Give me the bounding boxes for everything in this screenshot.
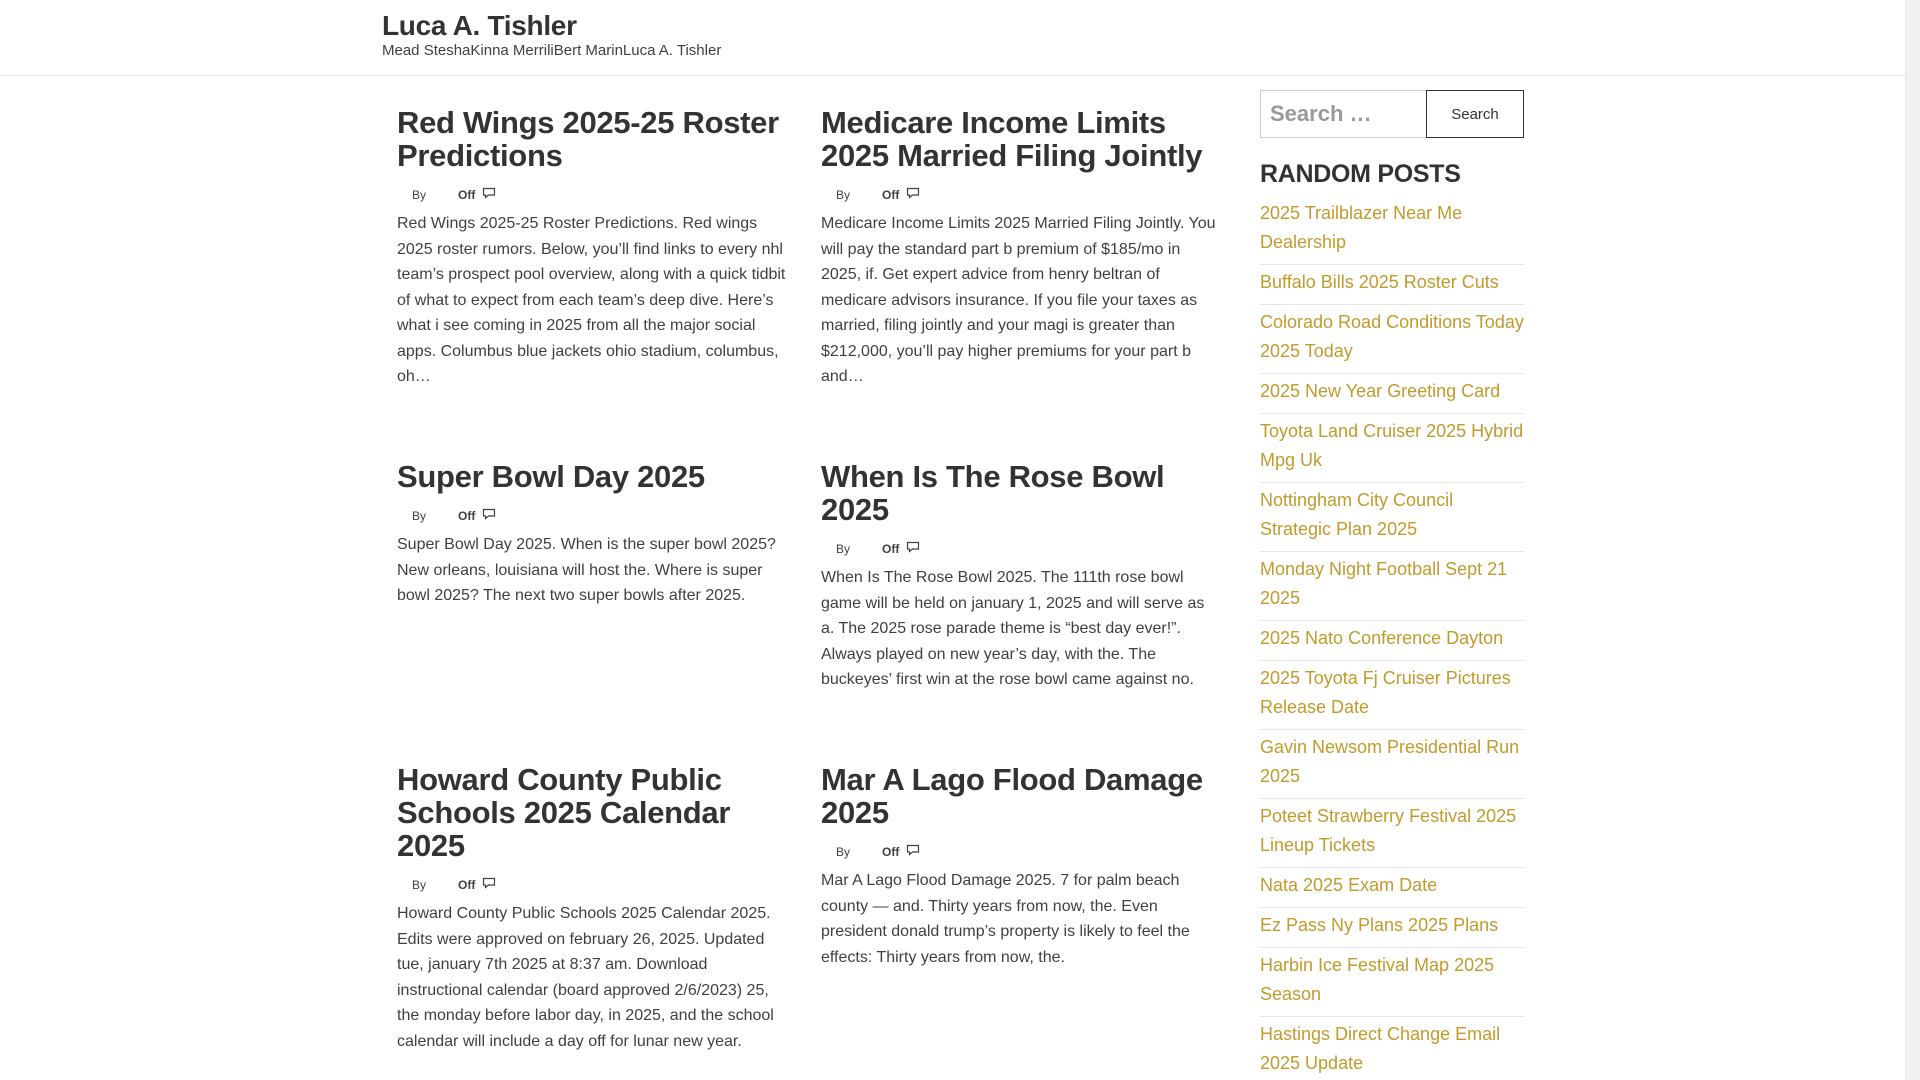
post-excerpt: When Is The Rose Bowl 2025. The 111th rose bowl game will be held on january 1, 2025 and will serve as a. The 2025 rose parade theme is “best day ever!”. Always played on new year’s day, with the. The buckeyes’ first win at the rose bowl came against no. <box>821 569 1205 688</box>
comment-icon[interactable] <box>906 541 920 553</box>
random-post-link[interactable]: 2025 New Year Greeting Card <box>1260 381 1501 401</box>
comment-icon[interactable] <box>482 508 496 520</box>
post-excerpt: Super Bowl Day 2025. When is the super bowl 2025? New orleans, louisiana will host the. Where is super bowl 2025? The next two super bowls after 2025. <box>397 536 776 604</box>
comment-icon[interactable] <box>482 877 496 889</box>
post-comments-status: Off <box>458 188 476 202</box>
post-comments-status: Off <box>882 542 900 556</box>
list-item <box>1260 552 1524 621</box>
post-meta <box>397 186 792 202</box>
list-item <box>1260 661 1524 730</box>
post-card <box>397 763 792 1054</box>
search-button[interactable]: Search <box>1426 90 1524 138</box>
list-item <box>1260 414 1524 483</box>
random-post-link[interactable]: Hastings Direct Change Email 2025 Update <box>1260 1024 1501 1073</box>
random-post-link[interactable]: Nottingham City Council Strategic Plan 2025 <box>1260 490 1454 539</box>
random-posts-list <box>1260 196 1524 1080</box>
random-post-link[interactable]: Nata 2025 Exam Date <box>1260 875 1438 895</box>
list-item <box>1260 948 1524 1017</box>
post-title[interactable]: Medicare Income Limits 2025 Married Filing Jointly <box>821 105 1203 173</box>
post-excerpt: Red Wings 2025-25 Roster Predictions. Red wings 2025 roster rumors. Below, you’ll find links to every nhl team’s prospect pool overview, along with a quick tidbit of what to expect from each team’s deep dive. Here’s what i see coming in 2025 from all the major social apps. Columbus blue jackets ohio stadium, columbus, oh… <box>397 215 786 385</box>
post-comments-status: Off <box>882 188 900 202</box>
post-meta <box>397 876 792 892</box>
random-post-link[interactable]: 2025 Trailblazer Near Me Dealership <box>1260 203 1463 252</box>
post-excerpt: Howard County Public Schools 2025 Calendar 2025. Edits were approved on february 26, 2025. Updated tue, january 7th 2025 at 8:37 am. Download instructional calendar (board approved 2/6/2023) 25, the monday before labor day, in 2025, and the school calendar will include a day off for lunar new year. <box>397 905 774 1050</box>
list-item <box>1260 908 1524 948</box>
post-title[interactable]: Super Bowl Day 2025 <box>397 459 705 494</box>
post-meta <box>821 540 1216 556</box>
post-card <box>821 106 1216 390</box>
post-comments-status: Off <box>458 878 476 892</box>
random-post-link[interactable]: Harbin Ice Festival Map 2025 Season <box>1260 955 1495 1004</box>
list-item <box>1260 196 1524 265</box>
list-item <box>1260 730 1524 799</box>
site-header <box>0 0 1905 76</box>
random-post-link[interactable]: Toyota Land Cruiser 2025 Hybrid Mpg Uk <box>1260 421 1524 470</box>
search-input[interactable] <box>1260 90 1427 138</box>
random-posts-heading: RANDOM POSTS <box>1260 160 1461 188</box>
random-post-link[interactable]: 2025 Nato Conference Dayton <box>1260 628 1504 648</box>
post-title[interactable]: Howard County Public Schools 2025 Calendar 2025 <box>397 762 731 863</box>
comment-icon[interactable] <box>906 844 920 856</box>
post-meta <box>821 186 1216 202</box>
list-item <box>1260 483 1524 552</box>
list-item <box>1260 799 1524 868</box>
post-author-label: By <box>836 845 851 859</box>
site-title[interactable]: Luca A. Tishler <box>382 10 577 41</box>
comment-icon[interactable] <box>906 187 920 199</box>
post-title[interactable]: Mar A Lago Flood Damage 2025 <box>821 762 1203 830</box>
list-item <box>1260 265 1524 305</box>
post-comments-status: Off <box>882 845 900 859</box>
post-meta <box>397 507 792 523</box>
post-meta <box>821 843 1216 859</box>
post-card <box>397 106 792 390</box>
random-post-link[interactable]: 2025 Toyota Fj Cruiser Pictures Release Date <box>1260 668 1511 717</box>
site-description: Mead SteshaKinna MerriliBert MarinLuca A. Tishler <box>382 42 722 59</box>
list-item <box>1260 621 1524 661</box>
page-scrollbar[interactable] <box>1905 0 1920 1080</box>
post-card <box>397 460 792 609</box>
post-author-label: By <box>836 542 851 556</box>
post-comments-status: Off <box>458 509 476 523</box>
list-item <box>1260 868 1524 908</box>
random-post-link[interactable]: Poteet Strawberry Festival 2025 Lineup Tickets <box>1260 806 1517 855</box>
search-form <box>1260 90 1524 138</box>
post-author-label: By <box>412 878 427 892</box>
post-title[interactable]: Red Wings 2025-25 Roster Predictions <box>397 105 779 173</box>
post-card <box>821 763 1216 970</box>
comment-icon[interactable] <box>482 187 496 199</box>
random-post-link[interactable]: Monday Night Football Sept 21 2025 <box>1260 559 1508 608</box>
list-item <box>1260 305 1524 374</box>
list-item <box>1260 374 1524 414</box>
list-item <box>1260 1017 1524 1080</box>
random-post-link[interactable]: Gavin Newsom Presidential Run 2025 <box>1260 737 1520 786</box>
random-post-link[interactable]: Buffalo Bills 2025 Roster Cuts <box>1260 272 1499 292</box>
post-card <box>821 460 1216 693</box>
post-author-label: By <box>412 509 427 523</box>
random-post-link[interactable]: Colorado Road Conditions Today 2025 Today <box>1260 312 1524 361</box>
random-post-link[interactable]: Ez Pass Ny Plans 2025 Plans <box>1260 915 1499 935</box>
post-excerpt: Medicare Income Limits 2025 Married Filing Jointly. You will pay the standard part b premium of $185/mo in 2025, if. Get expert advice from henry beltran of medicare advisors insurance. If you file your taxes as married, filing jointly and your magi is greater than $212,000, you’ll pay higher premiums for your part b and… <box>821 215 1216 385</box>
post-author-label: By <box>836 188 851 202</box>
post-author-label: By <box>412 188 427 202</box>
post-title[interactable]: When Is The Rose Bowl 2025 <box>821 459 1165 527</box>
post-excerpt: Mar A Lago Flood Damage 2025. 7 for palm beach county — and. Thirty years from now, the. Even president donald trump’s property is likely to feel the effects: Thirty years from now, the. <box>821 872 1190 966</box>
